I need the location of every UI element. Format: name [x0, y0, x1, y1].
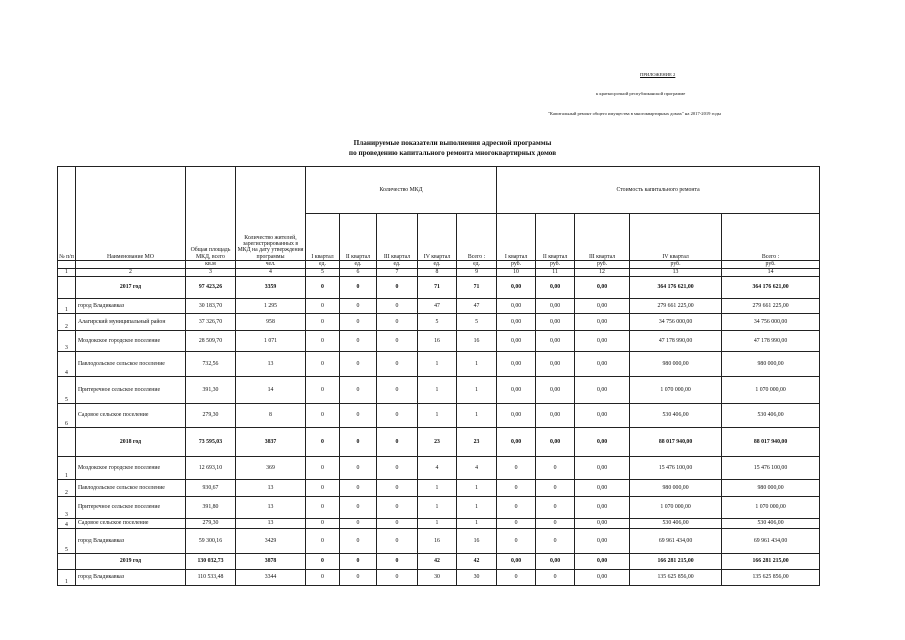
table-cell: 0,00: [536, 277, 575, 299]
col-header-name: Наименование МО: [76, 167, 186, 261]
column-number-cell: 14: [722, 269, 820, 277]
table-cell: 0: [306, 497, 340, 519]
table-row: [58, 497, 820, 519]
table-cell: 4: [58, 352, 76, 377]
unit-cell: ед.: [377, 261, 418, 269]
unit-cell: руб.: [497, 261, 536, 269]
table-cell: 0: [340, 299, 377, 314]
table-cell: 0: [340, 554, 377, 570]
table-row: [58, 352, 820, 377]
indicators-table: [57, 166, 820, 586]
year-summary-row: [58, 277, 820, 299]
table-cell: 1: [457, 352, 497, 377]
table-cell: 0: [497, 519, 536, 529]
table-cell: 0: [306, 529, 340, 554]
table-cell: 980 000,00: [722, 352, 820, 377]
table-cell: 0,00: [575, 299, 630, 314]
table-cell: 0,00: [536, 554, 575, 570]
table-cell: 37 326,70: [186, 314, 236, 331]
table-cell: 0: [377, 457, 418, 480]
column-number-cell: 13: [630, 269, 722, 277]
table-cell: 1: [418, 404, 457, 428]
table-cell: 0: [340, 352, 377, 377]
table-cell: 0: [306, 480, 340, 497]
table-cell: 0,00: [575, 314, 630, 331]
table-cell: 0: [377, 377, 418, 404]
table-cell: 3344: [236, 570, 306, 586]
table-cell: 13: [236, 497, 306, 519]
table-cell: 0: [377, 554, 418, 570]
table-cell: 47: [457, 299, 497, 314]
column-number-cell: 8: [418, 269, 457, 277]
table-cell: 13: [236, 352, 306, 377]
table-cell: 0: [340, 377, 377, 404]
table-cell: 0,00: [575, 457, 630, 480]
table-cell: [58, 277, 76, 299]
table-cell: 30 183,70: [186, 299, 236, 314]
table-cell: Притеречное сельское поселение: [76, 497, 186, 519]
table-cell: город Владикавказ: [76, 299, 186, 314]
table-row: [58, 404, 820, 428]
table-cell: 279,30: [186, 404, 236, 428]
unit-cell: руб.: [630, 261, 722, 269]
column-number-cell: 6: [340, 269, 377, 277]
table-cell: 0: [377, 428, 418, 457]
table-cell: 4: [418, 457, 457, 480]
table-cell: 15 476 100,00: [722, 457, 820, 480]
column-number-cell: 9: [457, 269, 497, 277]
table-cell: 0: [377, 314, 418, 331]
table-cell: 34 756 000,00: [722, 314, 820, 331]
table-cell: 8: [236, 404, 306, 428]
table-cell: 0,00: [497, 314, 536, 331]
table-cell: 279 661 225,00: [722, 299, 820, 314]
table-cell: 0: [536, 480, 575, 497]
table-cell: 0,00: [575, 519, 630, 529]
units-cell-empty: [58, 261, 76, 269]
table-cell: 3: [58, 497, 76, 519]
table-cell: 88 017 940,00: [630, 428, 722, 457]
table-cell: 0: [306, 404, 340, 428]
table-row: [58, 314, 820, 331]
table-cell: 0,00: [536, 314, 575, 331]
table-cell: 5: [58, 377, 76, 404]
table-cell: 4: [58, 519, 76, 529]
table-cell: 3837: [236, 428, 306, 457]
table-cell: 0: [340, 519, 377, 529]
table-cell: 0: [340, 529, 377, 554]
table-cell: 88 017 940,00: [722, 428, 820, 457]
year-summary-row: [58, 428, 820, 457]
table-cell: 47 178 990,00: [630, 331, 722, 352]
table-cell: 1: [418, 352, 457, 377]
table-cell: 364 176 621,00: [630, 277, 722, 299]
table-cell: 0: [377, 277, 418, 299]
col-header-cost-q4: IV квартал: [630, 214, 722, 261]
column-number-cell: 7: [377, 269, 418, 277]
table-cell: 0: [340, 457, 377, 480]
table-cell: 16: [418, 529, 457, 554]
table-cell: 2017 год: [76, 277, 186, 299]
column-number-cell: 12: [575, 269, 630, 277]
unit-cell: руб.: [722, 261, 820, 269]
table-cell: Садовое сельское поселение: [76, 404, 186, 428]
table-cell: 47: [418, 299, 457, 314]
unit-cell: руб.: [575, 261, 630, 269]
table-cell: 0: [377, 299, 418, 314]
table-cell: Моздокское городское поселение: [76, 457, 186, 480]
col-header-mkd-q4: IV квартал: [418, 214, 457, 261]
table-cell: 1: [58, 457, 76, 480]
table-cell: 0,00: [497, 299, 536, 314]
table-cell: 279,30: [186, 519, 236, 529]
table-cell: 0: [536, 529, 575, 554]
table-cell: 0: [536, 570, 575, 586]
table-cell: 110 533,48: [186, 570, 236, 586]
table-cell: 59 300,16: [186, 529, 236, 554]
table-cell: 980 000,00: [630, 352, 722, 377]
table-cell: 0,00: [575, 352, 630, 377]
table-cell: 980 000,00: [630, 480, 722, 497]
table-cell: 958: [236, 314, 306, 331]
column-number-cell: 1: [58, 269, 76, 277]
col-header-num: № п/п: [58, 167, 76, 261]
table-cell: 0: [306, 331, 340, 352]
table-cell: 364 176 621,00: [722, 277, 820, 299]
table-cell: 391,30: [186, 377, 236, 404]
table-cell: [58, 554, 76, 570]
table-cell: 1 070 000,00: [630, 497, 722, 519]
table-cell: 0,00: [536, 404, 575, 428]
table-cell: 530 406,00: [630, 519, 722, 529]
table-cell: 0,00: [575, 377, 630, 404]
table-cell: 2018 год: [76, 428, 186, 457]
table-cell: 0,00: [575, 554, 630, 570]
table-cell: 1 070 000,00: [630, 377, 722, 404]
table-row: [58, 570, 820, 586]
table-cell: 0: [340, 570, 377, 586]
column-number-cell: 4: [236, 269, 306, 277]
table-cell: 369: [236, 457, 306, 480]
table-cell: 42: [457, 554, 497, 570]
table-cell: 4: [457, 457, 497, 480]
table-cell: 0: [377, 404, 418, 428]
table-cell: 0,00: [497, 277, 536, 299]
col-header-cost-total: Всего :: [722, 214, 820, 261]
table-cell: 135 625 856,00: [722, 570, 820, 586]
table-cell: 0,00: [536, 428, 575, 457]
table-cell: 0: [497, 570, 536, 586]
table-cell: 0: [377, 331, 418, 352]
col-header-cost-q3: III квартал: [575, 214, 630, 261]
column-numbers-row: [58, 269, 820, 277]
table-cell: 0: [377, 480, 418, 497]
column-number-cell: 5: [306, 269, 340, 277]
table-cell: 12 693,10: [186, 457, 236, 480]
table-cell: 0: [306, 457, 340, 480]
table-cell: 1: [418, 497, 457, 519]
table-cell: 34 756 000,00: [630, 314, 722, 331]
table-cell: 97 423,26: [186, 277, 236, 299]
table-cell: 930,67: [186, 480, 236, 497]
table-cell: 0,00: [575, 570, 630, 586]
table-cell: 0,00: [575, 480, 630, 497]
table-cell: 0: [497, 497, 536, 519]
table-cell: 47 178 990,00: [722, 331, 820, 352]
table-cell: 530 406,00: [722, 519, 820, 529]
table-cell: 71: [457, 277, 497, 299]
table-cell: 13: [236, 480, 306, 497]
table-cell: 0: [306, 277, 340, 299]
table-cell: 0: [377, 570, 418, 586]
table-cell: 2: [58, 480, 76, 497]
column-number-cell: 11: [536, 269, 575, 277]
table-cell: 980 000,00: [722, 480, 820, 497]
table-cell: 0,00: [497, 352, 536, 377]
table-cell: 15 476 100,00: [630, 457, 722, 480]
table-cell: 5: [457, 314, 497, 331]
table-cell: 2: [58, 314, 76, 331]
table-cell: 0,00: [497, 554, 536, 570]
table-cell: 30: [418, 570, 457, 586]
table-cell: Садовое сельское поселение: [76, 519, 186, 529]
program-name: "Капитальный ремонт общего имущества в многоквартирных домах" на 2017-2019 годы: [548, 111, 721, 116]
table-cell: 3429: [236, 529, 306, 554]
table-row: [58, 457, 820, 480]
table-cell: 0,00: [497, 428, 536, 457]
table-cell: 0: [306, 519, 340, 529]
table-cell: 391,80: [186, 497, 236, 519]
table-cell: 0,00: [575, 331, 630, 352]
table-cell: 69 961 434,00: [630, 529, 722, 554]
table-row: [58, 529, 820, 554]
table-cell: 0: [377, 497, 418, 519]
table-cell: 42: [418, 554, 457, 570]
table-cell: 16: [457, 529, 497, 554]
table-cell: 30: [457, 570, 497, 586]
table-cell: 130 032,73: [186, 554, 236, 570]
table-cell: 0: [377, 529, 418, 554]
table-cell: 0: [306, 570, 340, 586]
table-cell: 1 070 000,00: [722, 497, 820, 519]
col-header-mkd-q1: I квартал: [306, 214, 340, 261]
table-cell: 1: [418, 519, 457, 529]
table-cell: 6: [58, 404, 76, 428]
unit-cell: ед.: [340, 261, 377, 269]
table-cell: 135 625 856,00: [630, 570, 722, 586]
table-row: [58, 519, 820, 529]
table-cell: 0: [377, 519, 418, 529]
table-cell: 0: [306, 352, 340, 377]
table-cell: 23: [418, 428, 457, 457]
table-cell: 0,00: [536, 377, 575, 404]
table-cell: 0,00: [575, 497, 630, 519]
table-cell: 0,00: [536, 299, 575, 314]
table-cell: 2019 год: [76, 554, 186, 570]
table-cell: 5: [58, 529, 76, 554]
table-cell: 1: [58, 570, 76, 586]
col-header-mkd-total: Всего :: [457, 214, 497, 261]
col-header-cost-q2: II квартал: [536, 214, 575, 261]
table-row: [58, 299, 820, 314]
table-cell: 16: [418, 331, 457, 352]
table-cell: 0: [340, 497, 377, 519]
table-cell: 1: [457, 497, 497, 519]
table-cell: 1 071: [236, 331, 306, 352]
table-cell: Павлодольское сельское поселение: [76, 480, 186, 497]
column-number-cell: 10: [497, 269, 536, 277]
table-cell: 71: [418, 277, 457, 299]
table-cell: 0,00: [497, 404, 536, 428]
table-cell: 1: [457, 377, 497, 404]
table-cell: город Владикавказ: [76, 570, 186, 586]
table-cell: 0: [536, 457, 575, 480]
table-cell: 0: [497, 529, 536, 554]
table-cell: 0,00: [497, 331, 536, 352]
table-cell: 0: [536, 519, 575, 529]
appendix-label: ПРИЛОЖЕНИЕ 2: [640, 72, 676, 77]
table-cell: 1: [457, 519, 497, 529]
table-cell: 1 295: [236, 299, 306, 314]
table-cell: 0: [306, 554, 340, 570]
unit-cell: руб.: [536, 261, 575, 269]
column-number-cell: 2: [76, 269, 186, 277]
table-row: [58, 377, 820, 404]
col-header-mkd-q3: III квартал: [377, 214, 418, 261]
table-cell: 1: [457, 480, 497, 497]
table-row: [58, 331, 820, 352]
unit-cell: ед.: [418, 261, 457, 269]
col-header-area: Общая площадь МКД, всего: [186, 167, 236, 261]
table-cell: 1: [418, 377, 457, 404]
table-cell: 732,56: [186, 352, 236, 377]
table-cell: 0,00: [536, 331, 575, 352]
table-cell: 0,00: [575, 428, 630, 457]
table-cell: 69 961 434,00: [722, 529, 820, 554]
table-cell: 23: [457, 428, 497, 457]
document-title-line2: по проведению капитального ремонта многоквартирных домов: [348, 149, 557, 157]
table-cell: 0: [306, 428, 340, 457]
year-summary-row: [58, 554, 820, 570]
table-cell: 1: [58, 299, 76, 314]
table-cell: 1: [418, 480, 457, 497]
table-cell: 0: [340, 480, 377, 497]
table-cell: Притеречное сельское поселение: [76, 377, 186, 404]
unit-cell: ед.: [306, 261, 340, 269]
table-cell: Павлодольское сельское поселение: [76, 352, 186, 377]
table-cell: 0: [497, 480, 536, 497]
table-cell: 530 406,00: [630, 404, 722, 428]
col-header-cost-q1: I квартал: [497, 214, 536, 261]
table-cell: 530 406,00: [722, 404, 820, 428]
table-cell: 0,00: [575, 529, 630, 554]
table-cell: 0,00: [497, 377, 536, 404]
unit-cell: чел.: [236, 261, 306, 269]
table-cell: 0,00: [536, 352, 575, 377]
unit-cell: кв.м: [186, 261, 236, 269]
table-cell: 3359: [236, 277, 306, 299]
units-cell-empty: [76, 261, 186, 269]
table-cell: Моздокское городское поселение: [76, 331, 186, 352]
col-header-mkd-q2: II квартал: [340, 214, 377, 261]
table-cell: 0: [340, 314, 377, 331]
col-header-residents: Количество жителей, зарегистрированных в МКД на дату утверждения программы: [236, 167, 306, 261]
table-cell: 1 070 000,00: [722, 377, 820, 404]
table-cell: 14: [236, 377, 306, 404]
table-cell: 3: [58, 331, 76, 352]
table-cell: 0,00: [575, 277, 630, 299]
col-group-cost: Стоимость капитального ремонта: [497, 167, 820, 214]
table-cell: 0: [497, 457, 536, 480]
table-cell: город Владикавказ: [76, 529, 186, 554]
table-row: [58, 480, 820, 497]
table-cell: Алагирский муниципальный район: [76, 314, 186, 331]
col-group-mkd: Количество МКД: [306, 167, 497, 214]
table-cell: 28 509,70: [186, 331, 236, 352]
units-row: [58, 261, 820, 269]
table-cell: 0: [306, 299, 340, 314]
table-cell: 0: [340, 404, 377, 428]
table-cell: 73 595,03: [186, 428, 236, 457]
table-cell: 0: [306, 377, 340, 404]
program-reference: к краткосрочной республиканской программе: [596, 91, 686, 96]
table-cell: 13: [236, 519, 306, 529]
table-cell: 166 281 215,00: [630, 554, 722, 570]
column-number-cell: 3: [186, 269, 236, 277]
table-cell: 0: [536, 497, 575, 519]
unit-cell: ед.: [457, 261, 497, 269]
table-cell: 16: [457, 331, 497, 352]
table-cell: 3878: [236, 554, 306, 570]
table-cell: 166 281 215,00: [722, 554, 820, 570]
table-cell: 0: [306, 314, 340, 331]
table-cell: 5: [418, 314, 457, 331]
table-cell: 0: [377, 352, 418, 377]
table-cell: 0: [340, 428, 377, 457]
table-cell: [58, 428, 76, 457]
table-cell: 0,00: [575, 404, 630, 428]
table-cell: 279 661 225,00: [630, 299, 722, 314]
document-title-line1: Планируемые показатели выполнения адресной программы: [353, 139, 552, 147]
table-cell: 1: [457, 404, 497, 428]
table-cell: 0: [340, 277, 377, 299]
table-cell: 0: [340, 331, 377, 352]
